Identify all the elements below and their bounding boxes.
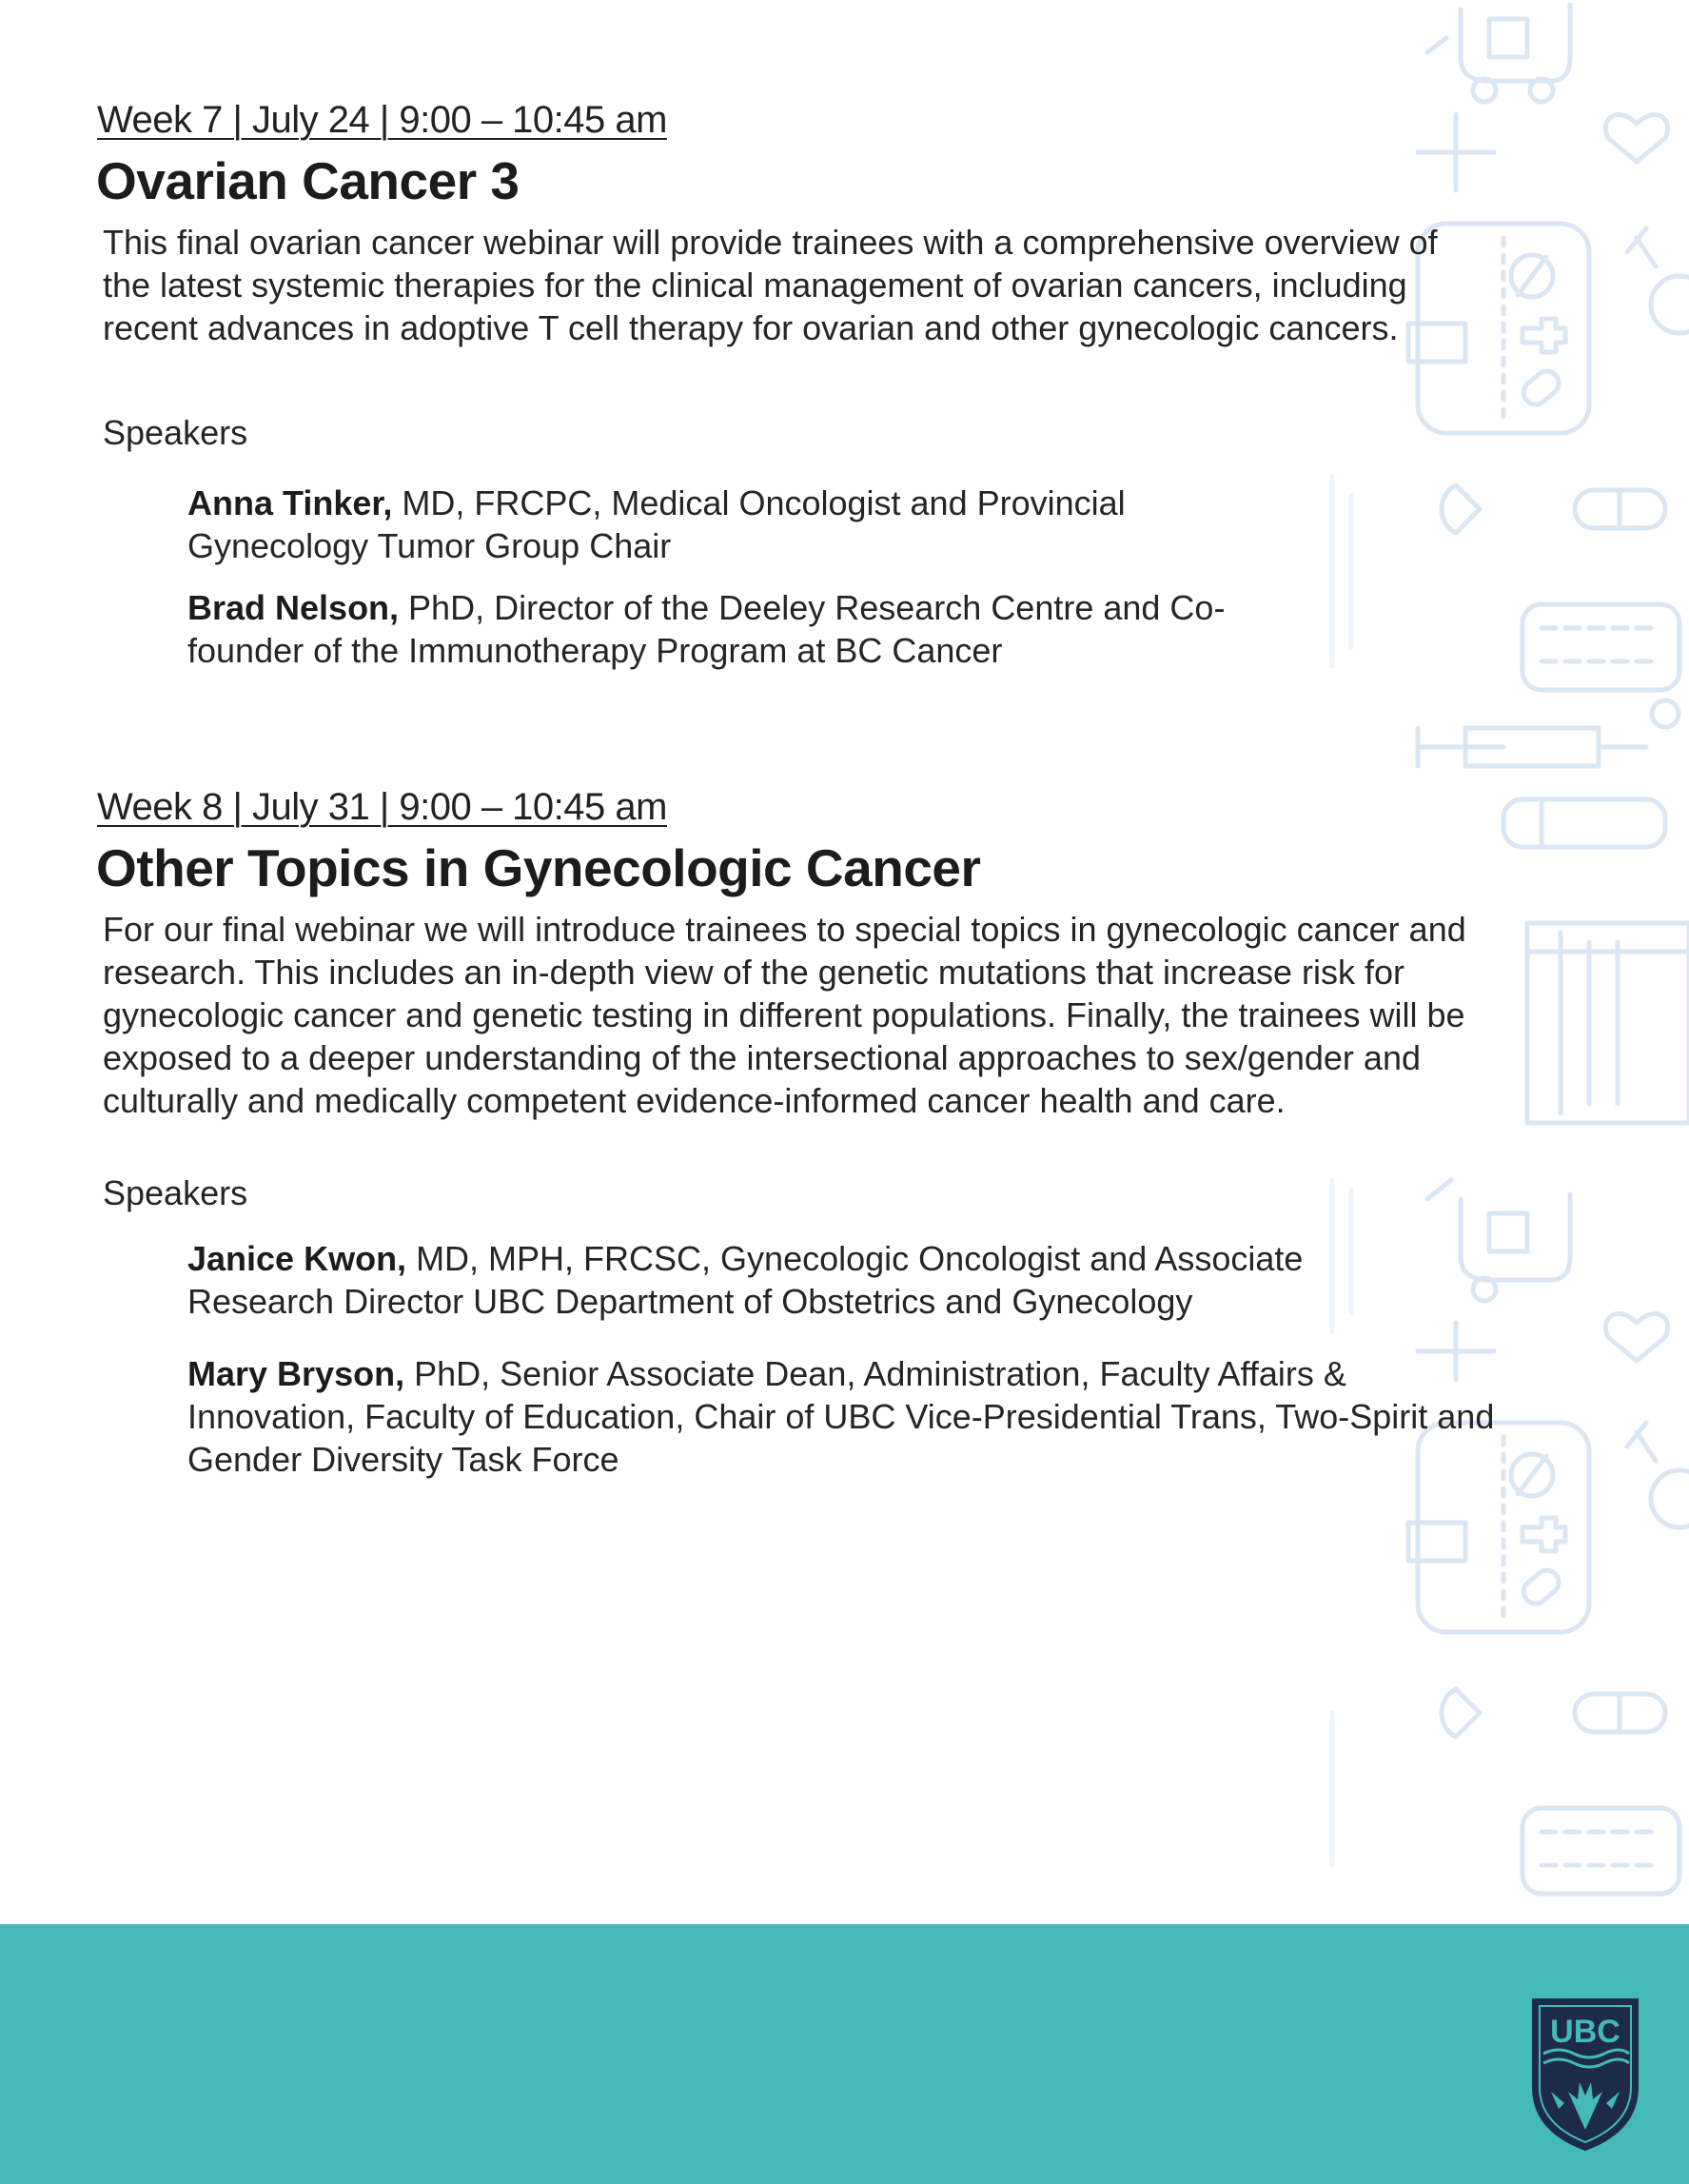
session-description: For our final webinar we will introduce trainees to special topics in gynecologic cancer and research. This includes an in-depth view of the genetic mutations that increase risk for gynecologic cancer and genetic testing in different populations. Finally, the trainees will be exposed to a deeper understanding of the intersectional approaches to sex/gender and culturally and medically competent evidence-informed cancer health and care. [103,910,1466,1120]
speaker-name: Mary Bryson, [187,1354,405,1393]
speakers-heading: Speakers [103,1173,248,1212]
speaker-entry [187,586,1301,672]
session-title: Other Topics in Gynecologic Cancer [96,838,981,897]
heart-outline-icon-2 [1442,1689,1480,1737]
speakers-heading: Speakers [103,413,248,452]
session-title: Ovarian Cancer 3 [96,151,520,210]
gender-symbol-icon-2 [1627,1423,1689,1527]
ubc-logo [1530,1997,1640,2153]
lab-equipment-icon-2 [1427,1180,1570,1301]
speaker-details: PhD, Senior Associate Dean, Administration, Faculty Affairs & Innovation, Faculty of Education, Chair of UBC Vice-Presidential Trans, Two-Spirit and Gender Diversity Task Force [187,1354,1495,1479]
blister-pack-icon-2 [1522,1808,1679,1894]
session-date-line: Week 8 | July 31 | 9:00 – 10:45 am [97,786,667,828]
cabinet-icon [1527,923,1689,1123]
blister-pack-icon [1522,604,1679,690]
heart-outline-icon [1442,485,1480,533]
speaker-details: MD, MPH, FRCSC, Gynecologic Oncologist and Associate Research Director UBC Department of Obstetrics and Gynecology [187,1239,1304,1321]
speaker-name: Anna Tinker, [187,483,393,522]
syringe-icon [1418,700,1679,766]
logo-text: UBC [1550,2014,1620,2050]
lab-equipment-icon [1427,5,1570,102]
speaker-name: Janice Kwon, [187,1239,407,1278]
capsule-icon [1575,490,1665,528]
speaker-details: MD, FRCPC, Medical Oncologist and Provincial Gynecology Tumor Group Chair [187,483,1126,565]
session-date-line: Week 7 | July 24 | 9:00 – 10:45 am [97,99,667,141]
gender-symbol-icon [1627,228,1689,333]
vial-icon [1503,799,1665,847]
session-description: This final ovarian cancer webinar will provide trainees with a comprehensive overview of the latest systemic therapies for the clinical management of ovarian cancers, including recent advances in adoptive T cell therapy for ovarian and other gynecologic cancers. [103,223,1438,347]
speaker-entry [187,1352,1520,1481]
heart-icon-2 [1605,1314,1667,1361]
speaker-details: PhD, Director of the Deeley Research Centre and Co-founder of the Immunotherapy Program at BC Cancer [187,588,1226,670]
heart-icon [1605,115,1667,162]
footer-band [0,1924,1689,2184]
speaker-entry [187,1237,1444,1323]
capsule-icon-2 [1575,1694,1665,1732]
speaker-name: Brad Nelson, [187,588,400,627]
speaker-entry [187,482,1301,567]
plus-icon [1418,114,1494,190]
